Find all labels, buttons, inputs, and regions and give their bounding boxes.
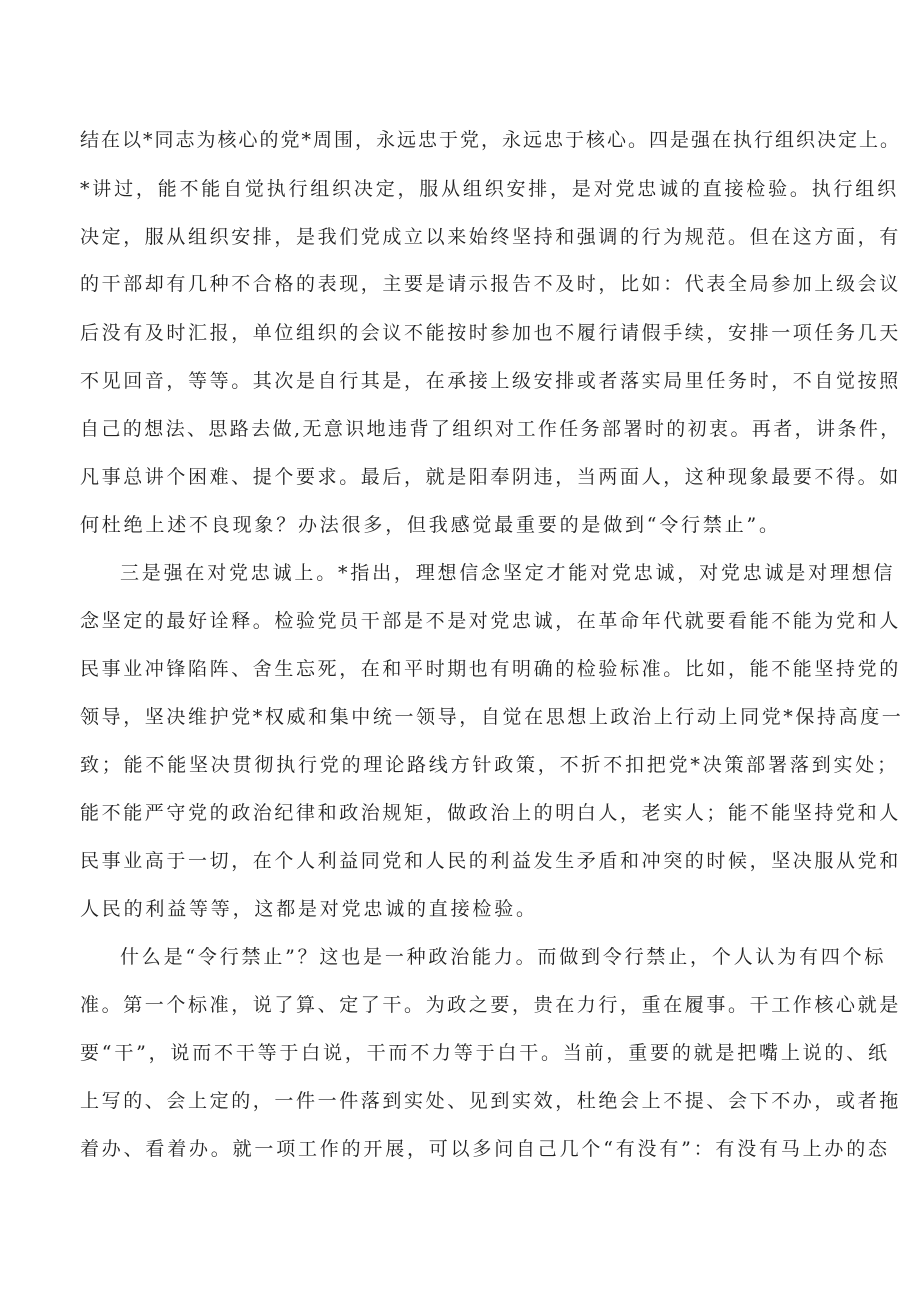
text-line: 民事业冲锋陷阵、舍生忘死，在和平时期也有明确的检验标准。比如，能不能坚持党的 (80, 658, 901, 680)
text-line: 民事业高于一切，在个人利益同党和人民的利益发生矛盾和冲突的时候，坚决服从党和 (80, 850, 901, 872)
text-line: 能不能严守党的政治纪律和政治规矩，做政治上的明白人，老实人；能不能坚持党和人 (80, 802, 901, 824)
paragraph-first-line: 三是强在对党忠诚上。*指出，理想信念坚定才能对党忠诚，对党忠诚是对理想信 (120, 562, 896, 584)
text-line: 念坚定的最好诠释。检验党员干部是不是对党忠诚，在革命年代就要看能不能为党和人 (80, 610, 901, 632)
text-line: 后没有及时汇报，单位组织的会议不能按时参加也不履行请假手续，安排一项任务几天 (80, 322, 901, 344)
text-line: 不见回音，等等。其次是自行其是，在承接上级安排或者落实局里任务时，不自觉按照 (80, 370, 901, 392)
text-line: 结在以*同志为核心的党*周围，永远忠于党，永远忠于核心。四是强在执行组织决定上。 (80, 129, 902, 151)
text-line: 准。第一个标准，说了算、定了干。为政之要，贵在力行，重在履事。干工作核心就是 (80, 994, 901, 1016)
text-line: 领导，坚决维护党*权威和集中统一领导，自觉在思想上政治上行动上同党*保持高度一 (80, 706, 904, 728)
text-line: 凡事总讲个困难、提个要求。最后，就是阳奉阴违，当两面人，这种现象最要不得。如 (80, 466, 901, 488)
text-line: 自己的想法、思路去做,无意识地违背了组织对工作任务部署时的初衷。再者，讲条件， (80, 418, 902, 440)
text-line: 人民的利益等等，这都是对党忠诚的直接检验。 (80, 898, 538, 920)
text-line: 何杜绝上述不良现象？办法很多，但我感觉最重要的是做到“令行禁止”。 (80, 514, 781, 536)
text-line: 上写的、会上定的，一件一件落到实处、见到实效，杜绝会上不提、会下不办，或者拖 (80, 1090, 901, 1112)
text-line: 决定，服从组织安排，是我们党成立以来始终坚持和强调的行为规范。但在这方面，有 (80, 226, 901, 248)
text-line: 要“干”，说而不干等于白说，干而不力等于白干。当前，重要的就是把嘴上说的、纸 (80, 1042, 890, 1064)
text-line: 的干部却有几种不合格的表现，主要是请示报告不及时，比如：代表全局参加上级会议 (80, 273, 901, 295)
text-line: 着办、看着办。就一项工作的开展，可以多问自己几个“有没有”：有没有马上办的态 (80, 1138, 890, 1160)
text-line: *讲过，能不能自觉执行组织决定，服从组织安排，是对党忠诚的直接检验。执行组织 (80, 178, 899, 200)
text-line: 致；能不能坚决贯彻执行党的理论路线方针政策，不折不扣把党*决策部署落到实处； (80, 754, 899, 776)
paragraph-first-line: 什么是“令行禁止”？这也是一种政治能力。而做到令行禁止，个人认为有四个标 (120, 946, 887, 968)
